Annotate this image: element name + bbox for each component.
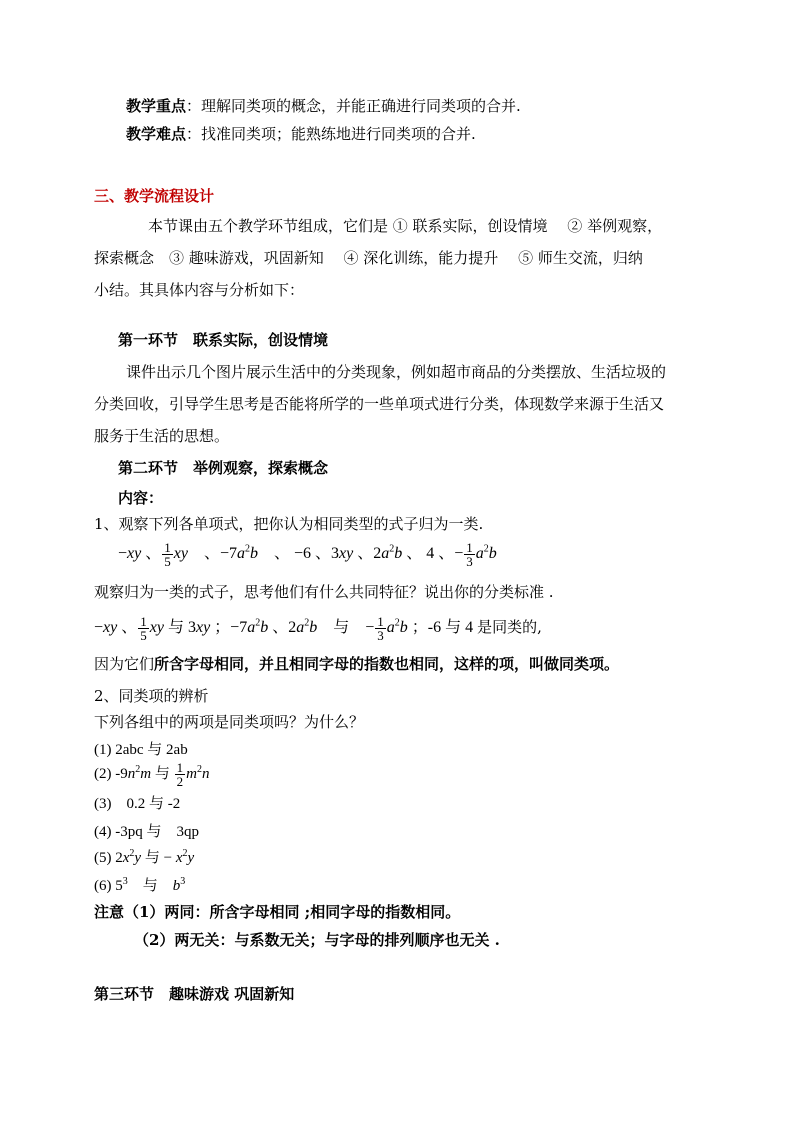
observe-line: 观察归为一类的式子，思考他们有什么共同特征？说出你的分类标准 . xyxy=(94,583,554,601)
section-heading: 三、教学流程设计 xyxy=(94,187,215,205)
question-2-prompt: 下列各组中的两项是同类项吗？为什么？ xyxy=(94,713,365,731)
pair-item-1: (1) 2abc 与 2ab xyxy=(94,742,188,758)
question-2: 2、同类项的辨析 xyxy=(94,687,209,705)
content-label: 内容： xyxy=(118,489,164,507)
paragraph-line: 课件出示几个图片展示生活中的分类现象，例如超市商品的分类摆放、生活垃圾的 xyxy=(126,363,667,381)
step3-heading: 第三环节 趣味游戏 巩固新知 xyxy=(94,985,295,1003)
pair-item-5: (5) $2x^2y$ 与 − $x^2y$ xyxy=(94,848,195,866)
difficulty-text: ：找准同类项；能熟练地进行同类项的合并. xyxy=(186,125,476,143)
teaching-difficulty-line xyxy=(126,124,476,144)
paragraph-line: 探索概念 ③ 趣味游戏，巩固新知 ④ 深化训练，能力提升 ⑤ 师生交流，归纳 xyxy=(94,249,643,267)
note-2: （2）两无关：与系数无关；与字母的排列顺序也无关 . xyxy=(134,931,500,949)
note-1: 注意（1）两同：所含字母相同 ;相同字母的指数相同。 xyxy=(94,903,461,921)
paragraph-line: 本节课由五个教学环节组成，它们是 ① 联系实际，创设情境 ② 举例观察， xyxy=(148,217,663,235)
monomial-list: −xy 、 $\frac{1}{5}$ xy 、$-7a^2b$ 、 −6 、3xy 、$2a^2b$ 、 4 、− $\frac{1}{3}$ $a^2b$ xyxy=(118,539,497,569)
grouping-line: −xy 、 $\frac{1}{5}$ xy 与 3xy ；$-7a^2b$ 、$2a^2b$ 与 − $\frac{1}{3}$ $a^2b$ ；-6 与 4 是同类的, xyxy=(94,613,542,643)
focus-label: 教学重点 xyxy=(126,97,187,115)
same-type-text: 是同类的, xyxy=(477,618,542,636)
paragraph-line: 分类回收，引导学生思考是否能将所学的一些单项式进行分类，体现数学来源于生活又 xyxy=(94,395,665,413)
pair-item-2: (2) $-9n^2m$ 与 $\frac{1}{2}$ $m^2n$ xyxy=(94,760,210,790)
pair-item-4: (4) -3pq 与 3qp xyxy=(94,824,199,840)
pair-item-3: (3) 0.2 与 -2 xyxy=(94,796,181,812)
teaching-focus-line xyxy=(126,96,521,116)
focus-text: ：理解同类项的概念，并能正确进行同类项的合并. xyxy=(186,97,521,115)
paragraph-line: 服务于生活的思想。 xyxy=(94,427,230,445)
definition-line xyxy=(94,654,619,674)
step1-heading: 第一环节 联系实际，创设情境 xyxy=(118,331,329,349)
question-1: 1、观察下列各单项式，把你认为相同类型的式子归为一类. xyxy=(94,515,484,533)
paragraph-line: 小结。其具体内容与分析如下： xyxy=(94,281,305,299)
because-text: 因为它们 xyxy=(94,655,155,673)
step2-heading: 第二环节 举例观察，探索概念 xyxy=(118,459,329,477)
pair-item-6: (6) $5^3$ 与 $b^3$ xyxy=(94,876,186,894)
difficulty-label: 教学难点 xyxy=(126,125,187,143)
definition-text: 所含字母相同，并且相同字母的指数也相同，这样的项，叫做同类项。 xyxy=(154,655,620,673)
